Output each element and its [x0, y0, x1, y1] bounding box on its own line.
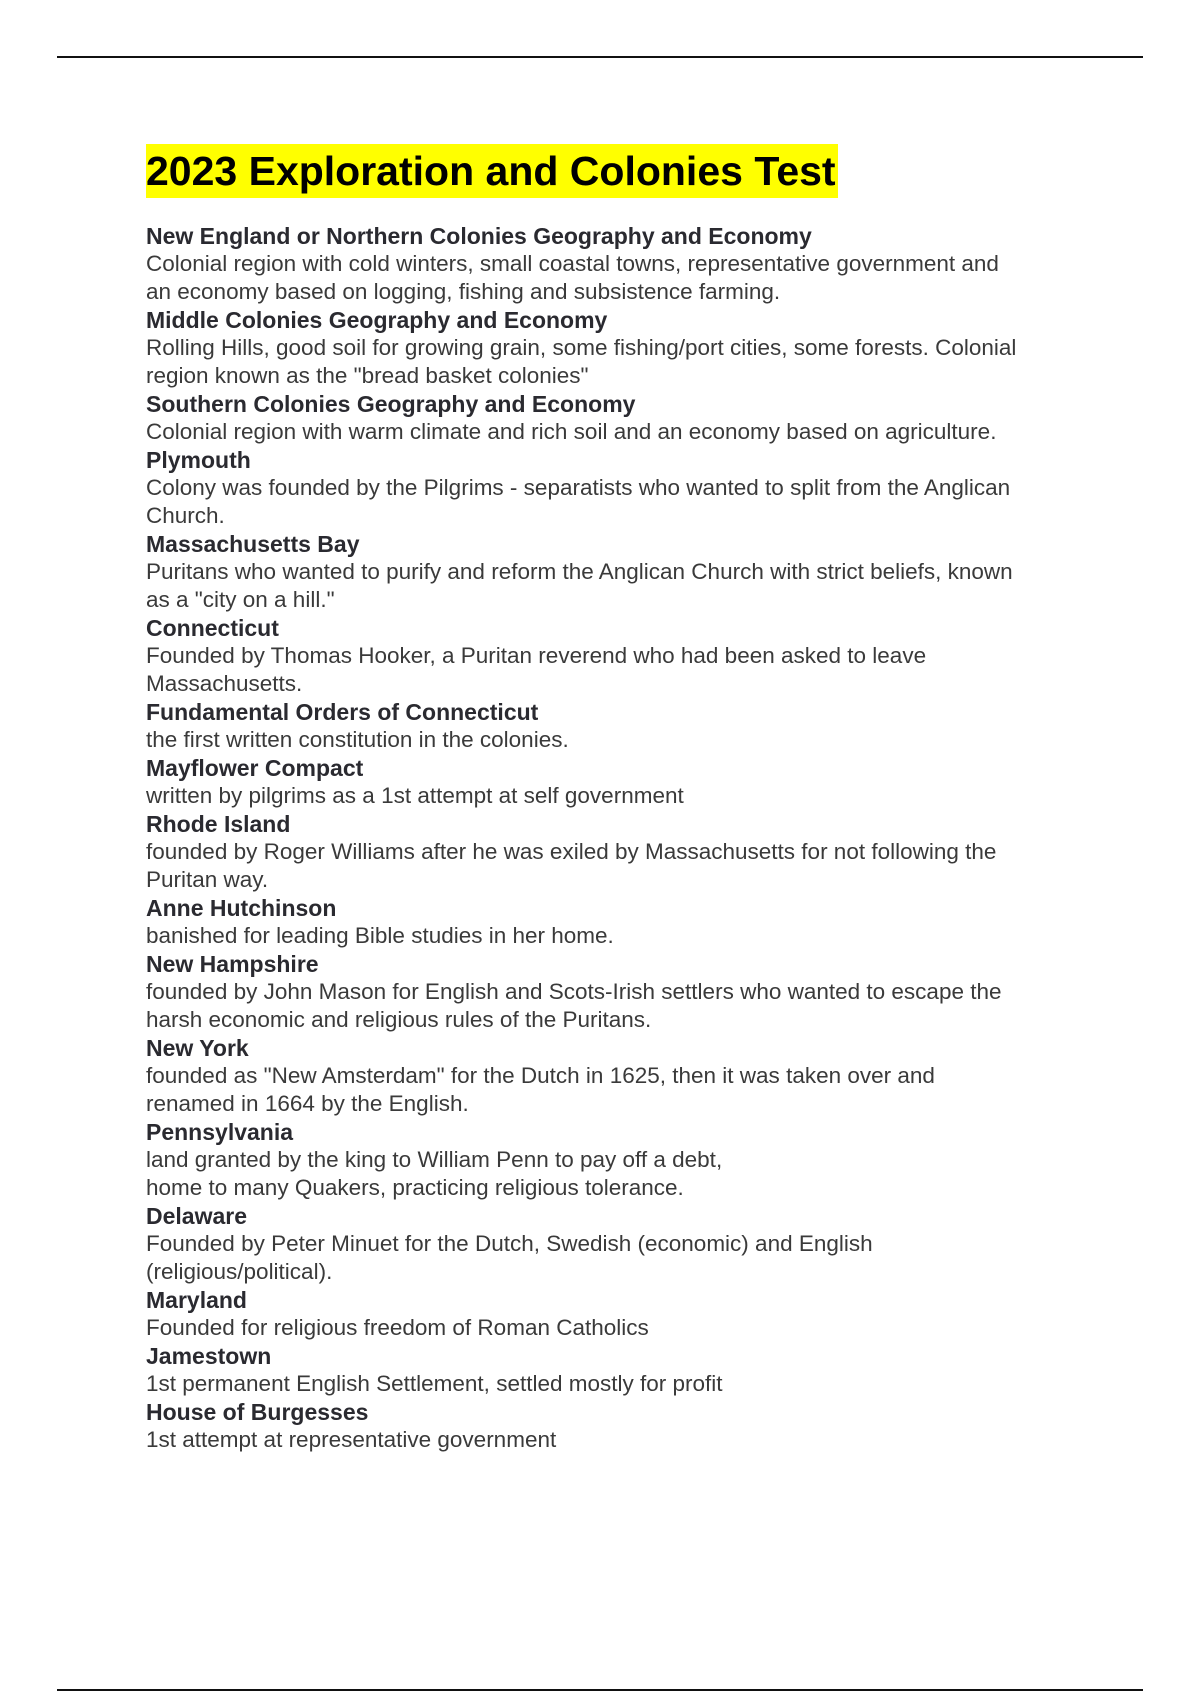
entry-middle-colonies	[146, 306, 1106, 390]
entry-definition: founded by Roger Williams after he was exiled by Massachusetts for not following the Puritan way.	[146, 839, 997, 892]
entry-southern-colonies	[146, 390, 1106, 446]
entry-maryland	[146, 1286, 1106, 1342]
entry-anne-hutchinson	[146, 894, 1106, 950]
entry-definition: Founded by Peter Minuet for the Dutch, Swedish (economic) and English (religious/political).	[146, 1231, 873, 1284]
entry-term: Anne Hutchinson	[146, 895, 337, 921]
entry-rhode-island	[146, 810, 1106, 894]
document-title: 2023 Exploration and Colonies Test	[146, 144, 838, 198]
bottom-rule	[57, 1689, 1143, 1691]
entry-definition: Puritans who wanted to purify and reform the Anglican Church with strict beliefs, known as a "city on a hill."	[146, 559, 1013, 612]
entry-definition: banished for leading Bible studies in her home.	[146, 923, 614, 948]
entries-list	[146, 222, 1106, 1454]
entry-definition: written by pilgrims as a 1st attempt at self government	[146, 783, 684, 808]
entry-plymouth	[146, 446, 1106, 530]
entry-definition: founded by John Mason for English and Scots-Irish settlers who wanted to escape the harsh economic and religious rules of the Puritans.	[146, 979, 1002, 1032]
entry-definition: founded as "New Amsterdam" for the Dutch in 1625, then it was taken over and renamed in 1664 by the English.	[146, 1063, 935, 1116]
entry-house-of-burgesses	[146, 1398, 1106, 1454]
entry-delaware	[146, 1202, 1106, 1286]
entry-definition: Colonial region with cold winters, small coastal towns, representative government and an economy based on logging, fishing and subsistence farming.	[146, 251, 999, 304]
entry-definition: the first written constitution in the colonies.	[146, 727, 569, 752]
entry-term: Maryland	[146, 1287, 247, 1313]
entry-term: House of Burgesses	[146, 1399, 369, 1425]
top-rule	[57, 56, 1143, 58]
entry-term: Jamestown	[146, 1343, 272, 1369]
entry-new-york	[146, 1034, 1106, 1118]
entry-mayflower-compact	[146, 754, 1106, 810]
entry-definition: 1st permanent English Settlement, settled mostly for profit	[146, 1371, 723, 1396]
entry-term: Middle Colonies Geography and Economy	[146, 307, 608, 333]
entry-term: Rhode Island	[146, 811, 291, 837]
entry-term: Connecticut	[146, 615, 279, 641]
entry-definition: Founded by Thomas Hooker, a Puritan reverend who had been asked to leave Massachusetts.	[146, 643, 927, 696]
entry-pennsylvania	[146, 1118, 1106, 1202]
entry-new-hampshire	[146, 950, 1106, 1034]
entry-massachusetts-bay	[146, 530, 1106, 614]
entry-definition: Rolling Hills, good soil for growing grain, some fishing/port cities, some forests. Colonial region known as the "bread basket colonies"	[146, 335, 1017, 388]
entry-definition: land granted by the king to William Penn to pay off a debt, home to many Quakers, practicing religious tolerance.	[146, 1147, 723, 1200]
entry-term: New York	[146, 1035, 249, 1061]
entry-new-england	[146, 222, 1106, 306]
entry-definition: Colonial region with warm climate and rich soil and an economy based on agriculture.	[146, 419, 997, 444]
entry-term: Massachusetts Bay	[146, 531, 360, 557]
entry-term: Mayflower Compact	[146, 755, 364, 781]
entry-term: Southern Colonies Geography and Economy	[146, 391, 636, 417]
entry-term: Fundamental Orders of Connecticut	[146, 699, 539, 725]
entry-jamestown	[146, 1342, 1106, 1398]
entry-term: Plymouth	[146, 447, 251, 473]
entry-definition: Founded for religious freedom of Roman Catholics	[146, 1315, 649, 1340]
entry-term: Delaware	[146, 1203, 248, 1229]
entry-connecticut	[146, 614, 1106, 698]
entry-term: New Hampshire	[146, 951, 319, 977]
entry-definition: Colony was founded by the Pilgrims - separatists who wanted to split from the Anglican Church.	[146, 475, 1011, 528]
entry-term: New England or Northern Colonies Geography and Economy	[146, 223, 812, 249]
entry-definition: 1st attempt at representative government	[146, 1427, 557, 1452]
entry-term: Pennsylvania	[146, 1119, 294, 1145]
entry-fundamental-orders	[146, 698, 1106, 754]
document-body	[146, 144, 1106, 1454]
